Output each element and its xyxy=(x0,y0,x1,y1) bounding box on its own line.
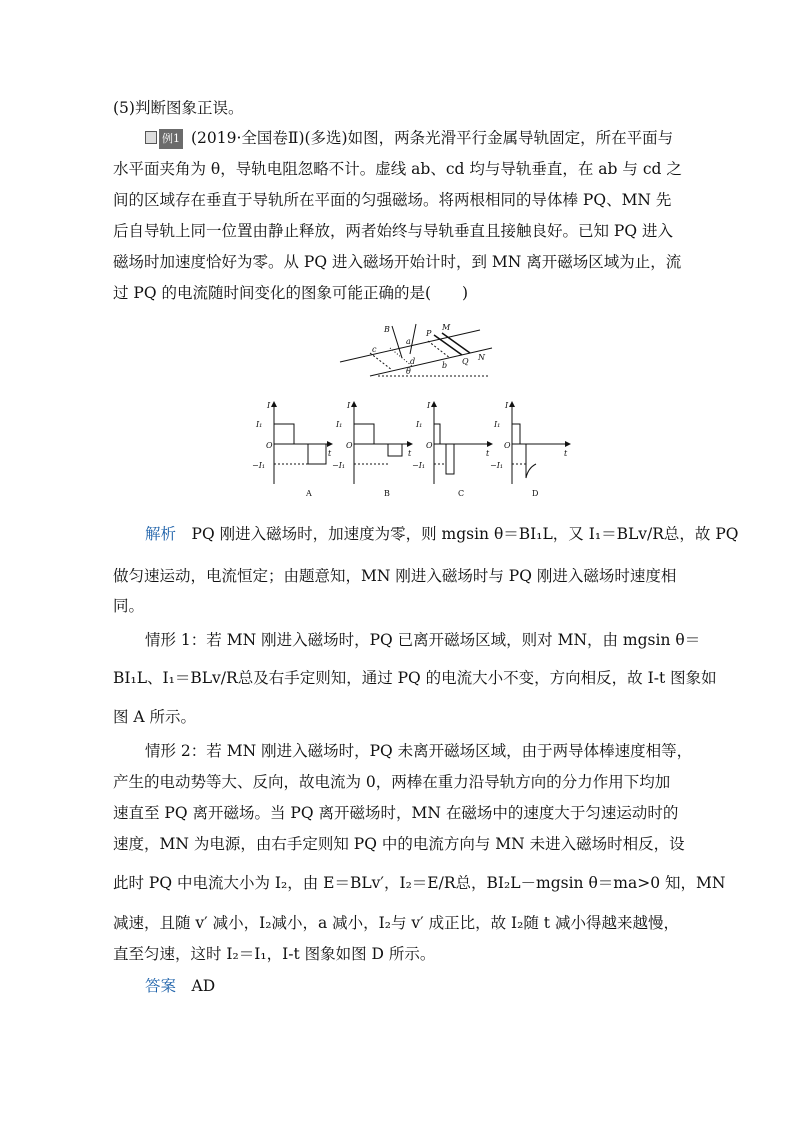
graph-a-i-label: I xyxy=(267,401,271,410)
label-a: a xyxy=(406,337,411,346)
example-line-3: 间的区域存在垂直于导轨所在平面的匀强磁场。将两根相同的导体棒 PQ、MN 先 xyxy=(113,191,672,209)
graph-c-i-label: I xyxy=(427,401,431,410)
graph-a-t-label: t xyxy=(328,449,332,458)
solution-p3-line-1: 情形 2：若 MN 刚进入磁场时，PQ 未离开磁场区域，由于两导体棒速度相等， xyxy=(145,742,693,760)
example-source: (2019·全国卷Ⅱ)(多选) xyxy=(191,129,348,147)
graph-a-caption: A xyxy=(306,489,312,498)
graph-d-negative-curve xyxy=(526,444,536,478)
label-b: b xyxy=(442,361,448,370)
graph-b-pos-label: I₁ xyxy=(336,420,343,429)
solution-p3-line-6: 减速，且随 v′ 减小，I₂减小，a 减小，I₂与 v′ 成正比，故 I₂随 t 减小得越来越慢， xyxy=(113,914,679,932)
example-line-4: 后自导轨上同一位置由静止释放，两者始终与导轨垂直且接触良好。已知 PQ 进入 xyxy=(113,222,673,240)
section-heading: (5)判断图象正误。 xyxy=(113,99,244,117)
solution-p1-line-3: 同。 xyxy=(113,597,145,615)
normal-arrow xyxy=(410,324,416,354)
rail-diagram xyxy=(330,318,500,382)
example-line-2: 水平面夹角为 θ，导轨电阻忽略不计。虚线 ab、cd 均与导轨垂直，在 ab 与 cd 之 xyxy=(113,160,682,178)
label-n: N xyxy=(478,353,485,362)
graph-d xyxy=(512,402,570,484)
graph-a-pos-label: I₁ xyxy=(256,420,263,429)
field-line xyxy=(390,348,412,366)
solution-p3-line-2: 产生的电动势等大、反向，故电流为 0，两棒在重力沿导轨方向的分力作用下均加 xyxy=(113,773,671,791)
graph-c-pos-label: I₁ xyxy=(416,420,423,429)
graph-c-caption: C xyxy=(458,489,465,498)
example-line-1: 如图，两条光滑平行金属导轨固定，所在平面与 xyxy=(347,129,674,147)
rail-lower xyxy=(370,348,492,376)
graph-d-positive xyxy=(512,424,520,444)
graph-c-t-label: t xyxy=(486,449,490,458)
graph-a-positive xyxy=(274,424,294,444)
graph-d-i-label: I xyxy=(505,401,509,410)
boundary-cd xyxy=(370,353,392,370)
graph-c-positive xyxy=(434,424,440,444)
label-b-field: B xyxy=(384,325,390,334)
graph-d-caption: D xyxy=(532,489,539,498)
it-graphs xyxy=(250,398,580,502)
label-q: Q xyxy=(462,357,469,366)
graph-c xyxy=(434,402,492,484)
graph-d-neg-label: −I₁ xyxy=(490,461,504,470)
graph-a-origin: O xyxy=(266,441,273,450)
graph-b-caption: B xyxy=(384,489,390,498)
graph-a xyxy=(274,402,332,484)
graph-d-pos-label: I₁ xyxy=(494,420,501,429)
graph-c-negative xyxy=(446,444,454,474)
solution-p2-line-3: 图 A 所示。 xyxy=(113,708,197,726)
solution-p2-line-2: BI₁L、I₁＝BLv/R总及右手定则知，通过 PQ 的电流大小不变，方向相反，故 I-t 图象如 xyxy=(113,669,717,687)
example-badge: 例1 xyxy=(159,129,183,149)
graph-b-neg-label: −I₁ xyxy=(332,461,346,470)
solution-p3-line-3: 速直至 PQ 离开磁场。当 PQ 离开磁场时，MN 在磁场中的速度大于匀速运动时的 xyxy=(113,804,679,822)
solution-line-1 xyxy=(145,524,738,544)
answer-value: AD xyxy=(191,977,216,995)
graph-a-neg-label: −I₁ xyxy=(252,461,266,470)
solution-p3-line-7: 直至匀速，这时 I₂＝I₁，I-t 图象如图 D 所示。 xyxy=(113,945,436,963)
example-first-line xyxy=(145,128,673,150)
graph-b-origin: O xyxy=(346,441,353,450)
solution-label: 解析 xyxy=(145,525,177,543)
graph-a-negative xyxy=(308,444,326,464)
graph-c-origin: O xyxy=(426,441,433,450)
graph-d-origin: O xyxy=(504,441,511,450)
graph-b-positive xyxy=(354,424,374,444)
example-icon xyxy=(145,131,157,144)
answer-line xyxy=(145,976,215,996)
solution-p1-line-2: 做匀速运动，电流恒定；由题意知，MN 刚进入磁场时与 PQ 刚进入磁场时速度相 xyxy=(113,567,677,585)
graph-b-t-label: t xyxy=(408,449,412,458)
graph-d-t-label: t xyxy=(564,449,568,458)
graph-b-negative xyxy=(388,444,402,456)
solution-p1-line-1: PQ 刚进入磁场时，加速度为零，则 mgsin θ＝BI₁L，又 I₁＝BLv/R总，故 PQ xyxy=(191,525,739,543)
graph-b xyxy=(354,402,412,484)
field-arrow-b xyxy=(392,326,402,358)
answer-label: 答案 xyxy=(145,977,177,995)
label-c: c xyxy=(372,345,377,354)
solution-p3-line-4: 速度，MN 为电源，由右手定则知 PQ 中的电流方向与 MN 未进入磁场时相反，设 xyxy=(113,835,685,853)
graph-b-i-label: I xyxy=(347,401,351,410)
label-p: P xyxy=(426,329,432,338)
label-d: d xyxy=(410,357,416,366)
graph-c-neg-label: −I₁ xyxy=(412,461,426,470)
example-line-6: 过 PQ 的电流随时间变化的图象可能正确的是( ) xyxy=(113,284,469,302)
example-line-5: 磁场时加速度恰好为零。从 PQ 进入磁场开始计时，到 MN 离开磁场区域为止，流 xyxy=(113,253,682,271)
label-theta: θ xyxy=(406,367,411,376)
solution-p2-line-1: 情形 1：若 MN 刚进入磁场时，PQ 已离开磁场区域，则对 MN，由 mgsin θ＝ xyxy=(145,631,701,649)
label-m: M xyxy=(442,323,451,332)
solution-p3-line-5: 此时 PQ 中电流大小为 I₂，由 E＝BLv′，I₂＝E/R总，BI₂L－mgsin θ＝ma>0 知，MN xyxy=(113,874,726,892)
